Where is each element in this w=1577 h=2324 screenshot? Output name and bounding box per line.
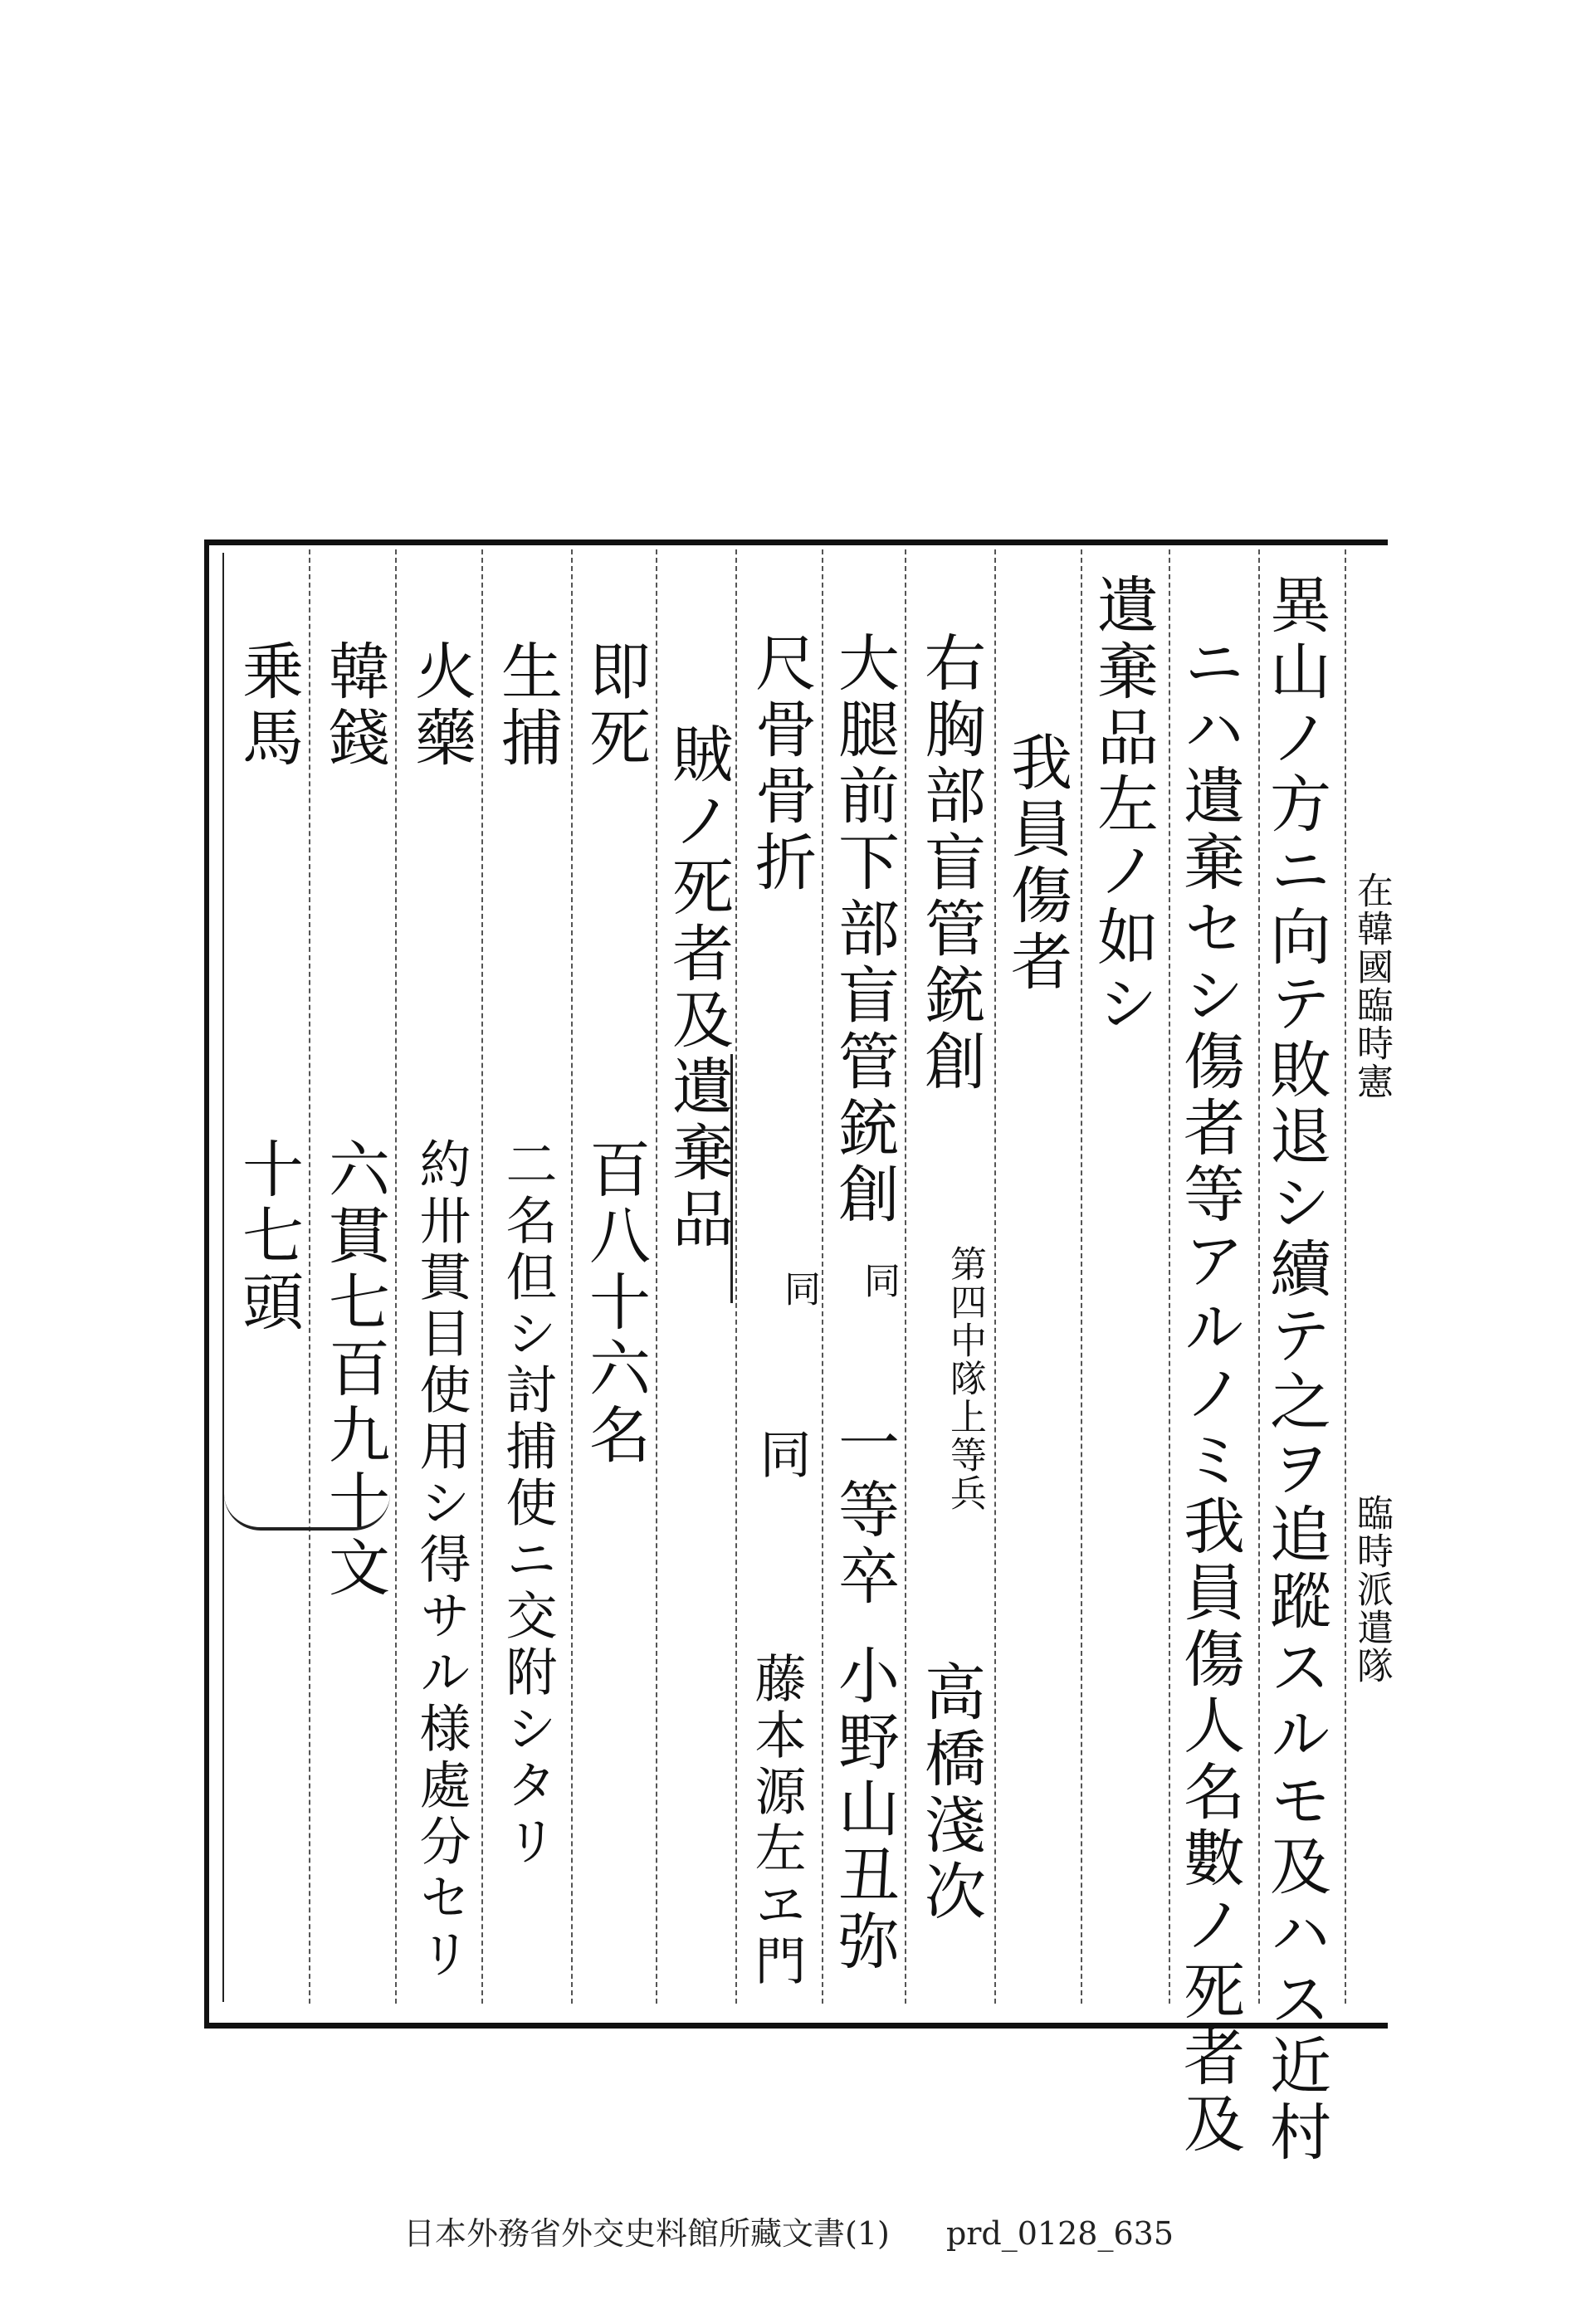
column-rule xyxy=(905,549,906,2004)
item-label: 生捕 xyxy=(491,639,563,772)
column-rule xyxy=(735,549,737,2004)
margin-header: 臨時派遣隊 xyxy=(1350,1494,1393,1685)
column-rule xyxy=(994,549,996,2004)
frame-inner-border xyxy=(222,553,224,2002)
item-value: 六貫七百九十文 xyxy=(319,1137,390,1602)
column-rule xyxy=(571,549,573,2004)
text-column-2: ニハ遺棄セシ傷者等アルノミ我員傷人名數ノ死者及 xyxy=(1174,631,1245,2158)
injury-description: 右胸部盲管銃創 xyxy=(915,631,986,1096)
item-value: 約卅貫目使用シ得サル様處分セリ xyxy=(411,1137,471,1984)
document-id: prd_0128_635 xyxy=(945,2215,1174,2252)
casualty-name: 小野山丑弥 xyxy=(828,1643,900,1975)
same-mark: 同 xyxy=(751,1428,812,1484)
column-rule xyxy=(1169,549,1170,2004)
item-value: 十七頭 xyxy=(232,1137,304,1336)
item-value: 二名但シ討捕使ニ交附シタリ xyxy=(497,1137,558,1871)
text-column-3: 遺棄品左ノ如シ xyxy=(1087,573,1159,1038)
archive-source: 日本外務省外交史料館所藏文書(1) xyxy=(403,2215,890,2252)
archive-footer xyxy=(0,2208,1577,2253)
casualty-rank: 一等卒 xyxy=(828,1411,900,1610)
column-rule xyxy=(481,549,483,2004)
item-value: 百八十六名 xyxy=(579,1137,651,1469)
item-label: 韓錢 xyxy=(319,639,390,772)
heading-underline xyxy=(730,1054,733,1303)
text-column-1: 異山ノ方ニ向テ敗退シ續テ之ヲ追蹤スルモ及ハス近村 xyxy=(1260,573,1331,2166)
item-label: 乗馬 xyxy=(232,639,304,772)
casualty-name: 高橋淺次 xyxy=(915,1660,986,1926)
column-rule xyxy=(1345,549,1346,2004)
column-rule xyxy=(656,549,657,2004)
unit-rank: 第四中隊上等兵 xyxy=(944,1245,986,1512)
same-mark: 同 xyxy=(857,1262,900,1300)
injury-description: 尺骨骨折 xyxy=(745,631,817,896)
injury-description: 大腿前下部盲管銃創 xyxy=(828,631,900,1228)
column-rule xyxy=(1081,549,1082,2004)
bracket-mark xyxy=(224,1494,390,1531)
column-rule xyxy=(309,549,310,2004)
column-rule xyxy=(395,549,397,2004)
same-mark: 同 xyxy=(778,1270,820,1308)
column-rule xyxy=(822,549,823,2004)
item-label: 火藥 xyxy=(405,639,476,772)
casualty-name: 藤本源左ヱ門 xyxy=(746,1652,807,1990)
margin-header: 在韓國臨時憲 xyxy=(1350,872,1393,1101)
item-label: 即死 xyxy=(579,639,651,772)
text-column-4: 我員傷者 xyxy=(1001,730,1072,996)
section-heading-enemy: 賊ノ死者及遺棄品 xyxy=(662,722,734,1253)
